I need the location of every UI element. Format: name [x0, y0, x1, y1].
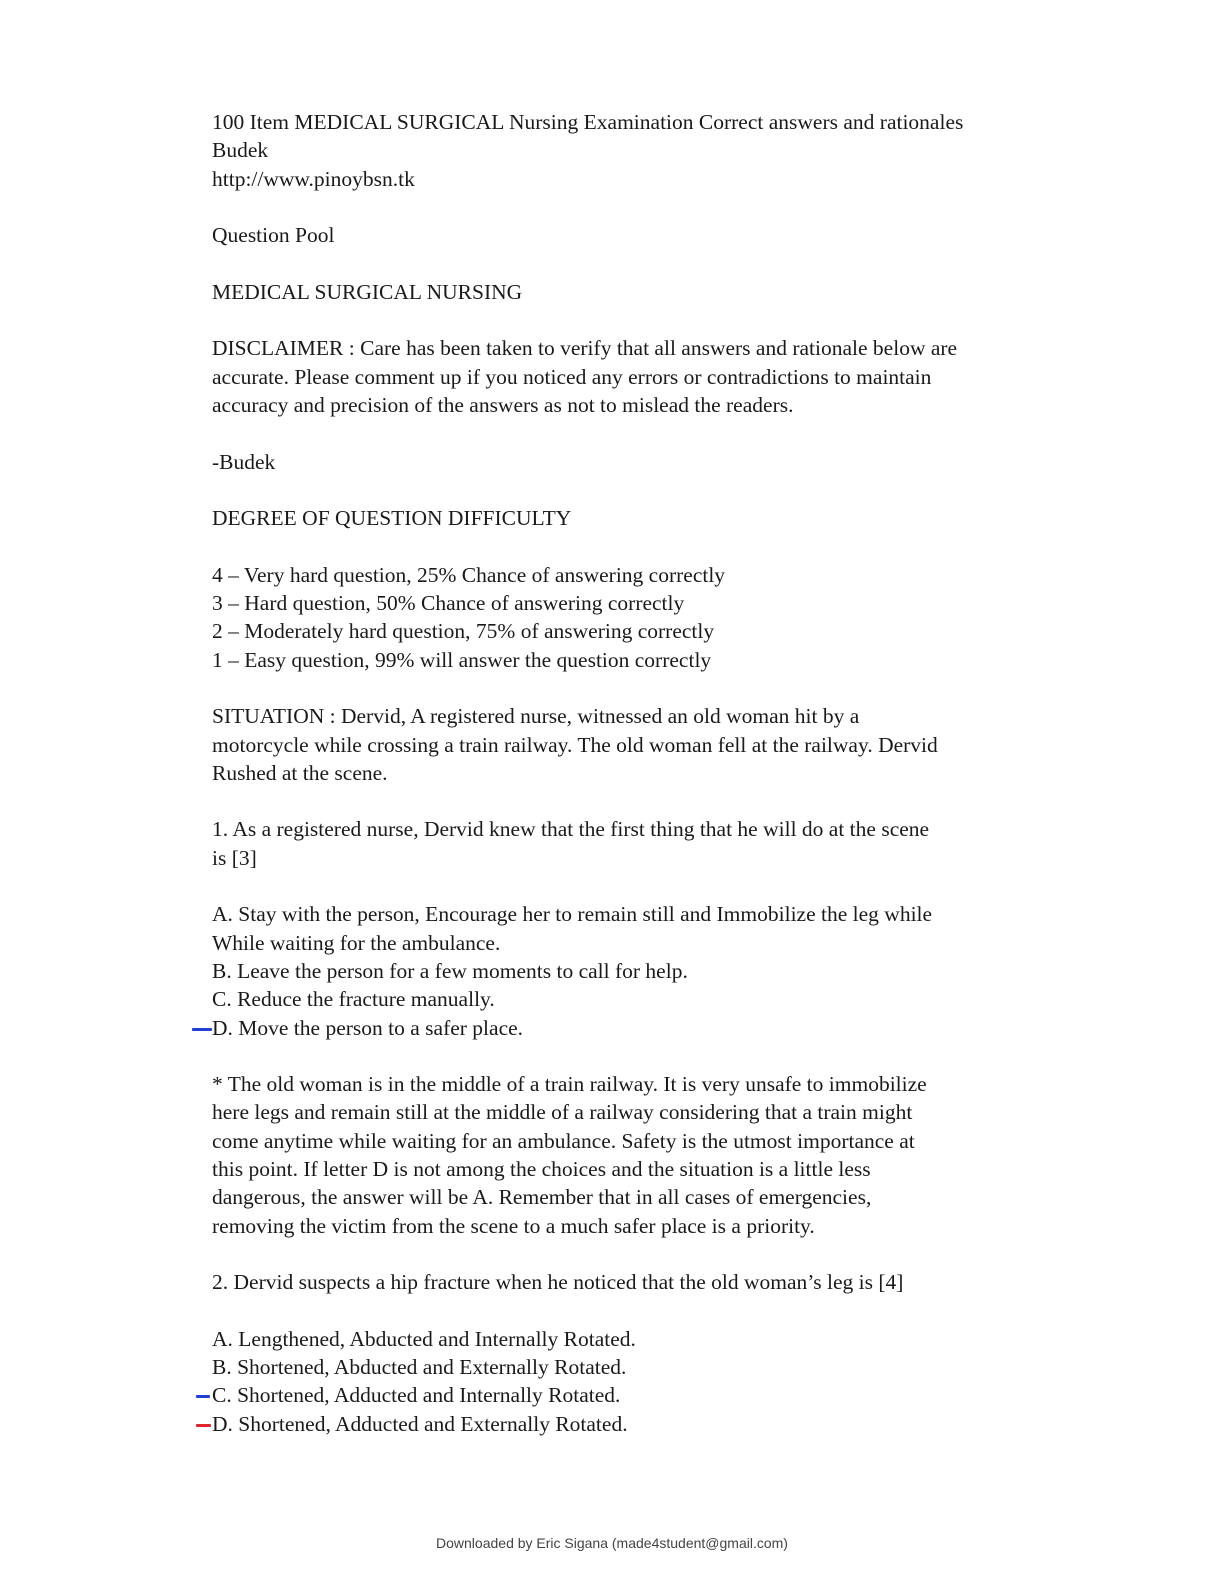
answer-marker-blue — [192, 1028, 212, 1031]
situation-line: motorcycle while crossing a train railway. The old woman fell at the railway. Dervid — [212, 732, 938, 757]
section-title: MEDICAL SURGICAL NURSING — [212, 279, 523, 304]
question-1-option-d: D. Move the person to a safer place. — [212, 1015, 524, 1040]
disclaimer-line: DISCLAIMER : Care has been taken to verify that all answers and rationale below are — [212, 336, 958, 361]
difficulty-level: 1 – Easy question, 99% will answer the question correctly — [212, 647, 712, 672]
document-page — [212, 108, 1112, 1438]
rationale-line: here legs and remain still at the middle of a railway considering that a train might — [212, 1100, 913, 1125]
question-1-stem: is [3] — [212, 845, 257, 870]
signature: -Budek — [212, 449, 276, 474]
question-2-option-b: B. Shortened, Abducted and Externally Rotated. — [212, 1355, 627, 1380]
difficulty-heading: DEGREE OF QUESTION DIFFICULTY — [212, 506, 572, 531]
situation-line: SITUATION : Dervid, A registered nurse, witnessed an old woman hit by a — [212, 704, 860, 729]
rationale-line: removing the victim from the scene to a much safer place is a priority. — [212, 1213, 815, 1238]
question-1-option-c: C. Reduce the fracture manually. — [212, 987, 495, 1012]
difficulty-level: 3 – Hard question, 50% Chance of answering correctly — [212, 591, 685, 616]
answer-marker-blue — [196, 1395, 210, 1398]
document-title: 100 Item MEDICAL SURGICAL Nursing Examination Correct answers and rationales — [212, 110, 964, 134]
difficulty-level: 4 – Very hard question, 25% Chance of answering correctly — [212, 562, 726, 587]
rationale-line: this point. If letter D is not among the choices and the situation is a little less — [212, 1156, 871, 1181]
disclaimer-line: accurate. Please comment up if you noticed any errors or contradictions to maintain — [212, 364, 932, 389]
question-1-option-b: B. Leave the person for a few moments to call for help. — [212, 958, 688, 983]
question-2-option-c-row — [212, 1381, 1112, 1409]
rationale-line: come anytime while waiting for an ambulance. Safety is the utmost importance at — [212, 1128, 915, 1153]
question-1-option-a: A. Stay with the person, Encourage her to remain still and Immobilize the leg while — [212, 902, 933, 927]
question-2-stem: 2. Dervid suspects a hip fracture when he noticed that the old woman’s leg is [4] — [212, 1270, 904, 1295]
situation-line: Rushed at the scene. — [212, 760, 388, 785]
question-1-option-d-row — [212, 1014, 1112, 1042]
question-2-option-c: C. Shortened, Adducted and Internally Rotated. — [212, 1383, 621, 1408]
question-2-option-d-row — [212, 1410, 1112, 1438]
disclaimer-line: accuracy and precision of the answers as not to mislead the readers. — [212, 392, 794, 417]
document-url[interactable]: http://www.pinoybsn.tk — [212, 166, 415, 191]
document-author: Budek — [212, 138, 269, 163]
answer-marker-red — [196, 1424, 211, 1427]
question-2-option-a: A. Lengthened, Abducted and Internally Rotated. — [212, 1326, 636, 1351]
question-1-stem: 1. As a registered nurse, Dervid knew that the first thing that he will do at the scene — [212, 817, 930, 842]
question-pool-label: Question Pool — [212, 223, 335, 248]
rationale-line: * The old woman is in the middle of a train railway. It is very unsafe to immobilize — [212, 1072, 927, 1097]
question-1-option-a: While waiting for the ambulance. — [212, 930, 501, 955]
download-footer: Downloaded by Eric Sigana (made4student@gmail.com) — [436, 1535, 788, 1551]
question-2-option-d: D. Shortened, Adducted and Externally Rotated. — [212, 1411, 628, 1436]
difficulty-level: 2 – Moderately hard question, 75% of answering correctly — [212, 619, 715, 644]
rationale-line: dangerous, the answer will be A. Remember that in all cases of emergencies, — [212, 1185, 872, 1210]
